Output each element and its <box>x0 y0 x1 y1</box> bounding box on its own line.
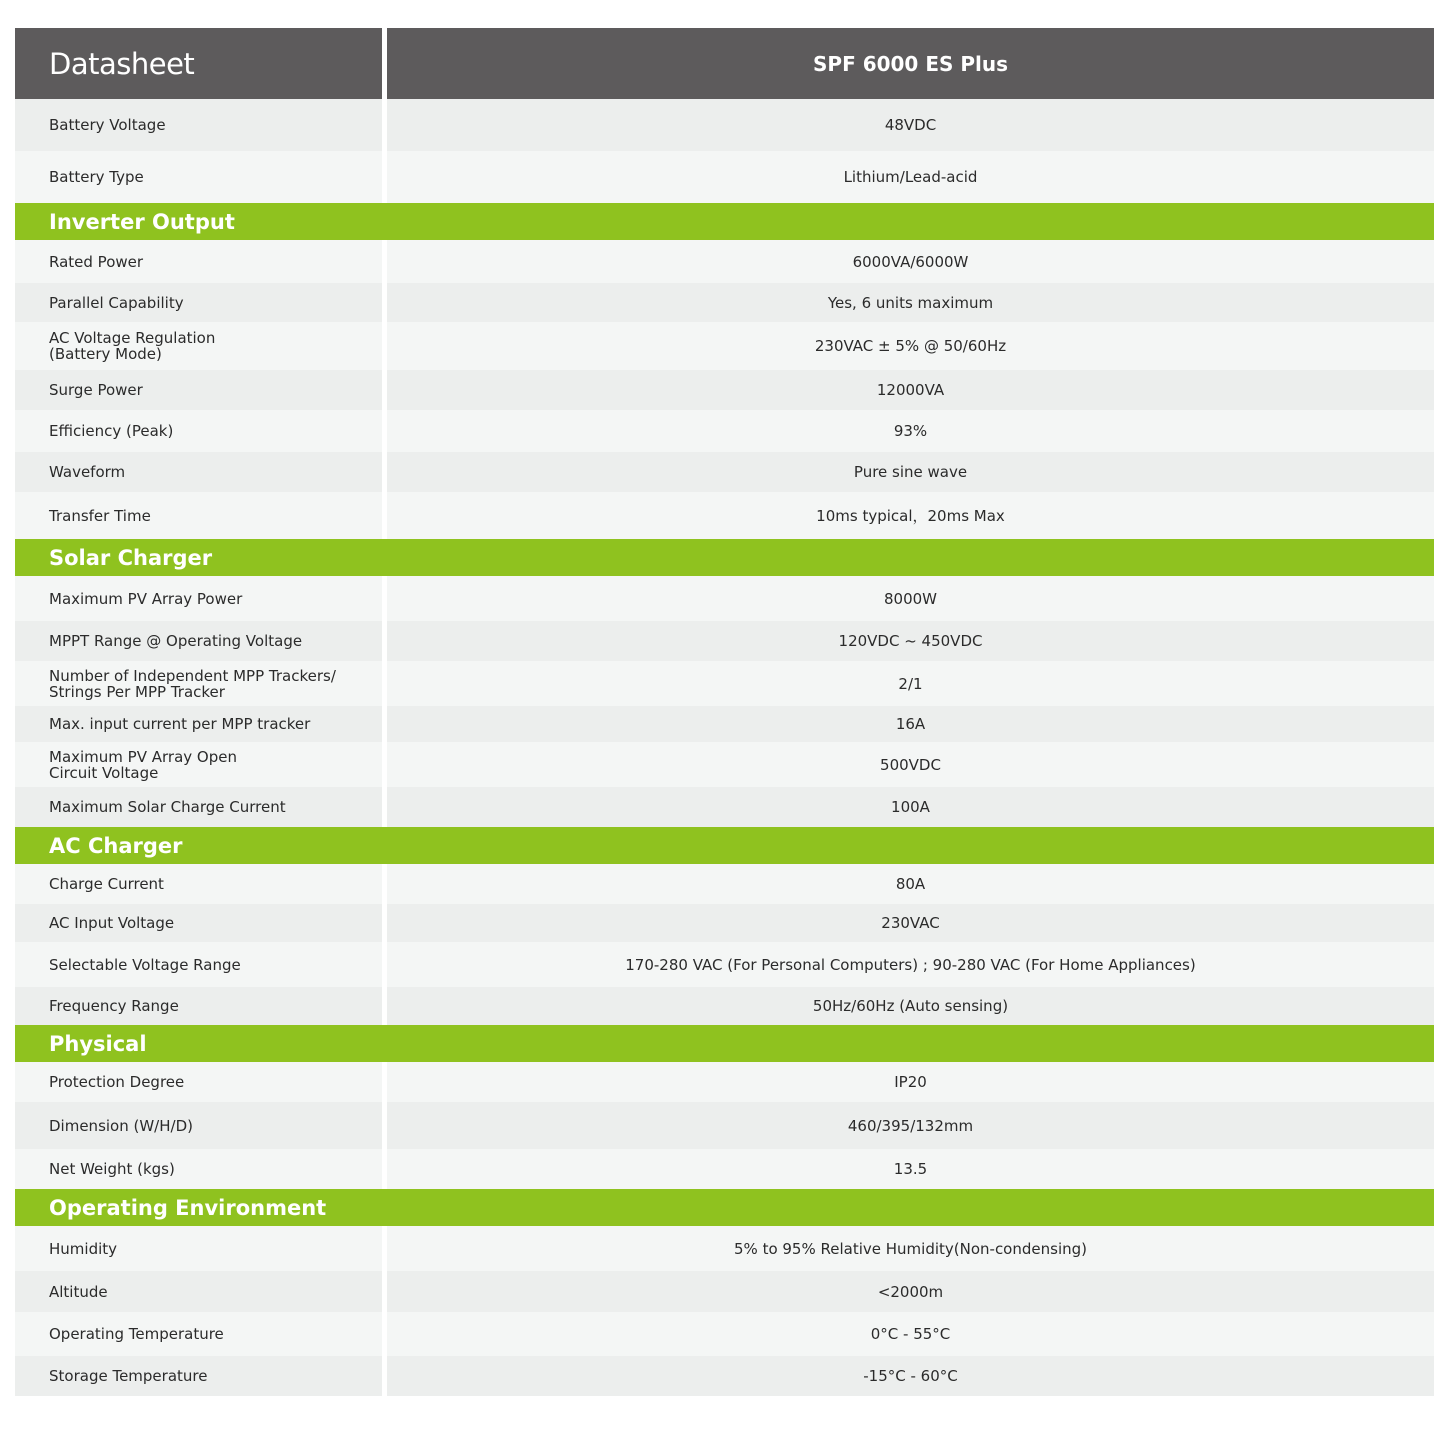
section-header: Operating Environment <box>15 1189 1434 1226</box>
row-value: 8000W <box>387 576 1434 621</box>
row-label: Rated Power <box>15 240 382 283</box>
row-value: 6000VA/6000W <box>387 240 1434 283</box>
table-row <box>15 492 1434 539</box>
table-row <box>15 904 1434 942</box>
row-label: Operating Temperature <box>15 1312 382 1356</box>
row-label: Surge Power <box>15 370 382 410</box>
table-header <box>15 28 1434 99</box>
table-row <box>15 1226 1434 1271</box>
table-row <box>15 1312 1434 1356</box>
table-row <box>15 987 1434 1025</box>
table-row <box>15 1149 1434 1189</box>
row-value: IP20 <box>387 1062 1434 1102</box>
row-value: Yes, 6 units maximum <box>387 283 1434 322</box>
row-value: 12000VA <box>387 370 1434 410</box>
table-row <box>15 1102 1434 1149</box>
row-value: 5% to 95% Relative Humidity(Non-condensing) <box>387 1226 1434 1271</box>
row-label: AC Input Voltage <box>15 904 382 942</box>
table-row <box>15 283 1434 322</box>
model-name: SPF 6000 ES Plus <box>387 28 1434 99</box>
row-value: 460/395/132mm <box>387 1102 1434 1149</box>
row-label: Charge Current <box>15 864 382 904</box>
row-value: 500VDC <box>387 742 1434 787</box>
row-label: Battery Voltage <box>15 99 382 151</box>
table-row <box>15 322 1434 370</box>
row-label: Storage Temperature <box>15 1356 382 1396</box>
table-row <box>15 742 1434 787</box>
row-label: Parallel Capability <box>15 283 382 322</box>
row-label: Protection Degree <box>15 1062 382 1102</box>
row-value: 13.5 <box>387 1149 1434 1189</box>
row-label: Battery Type <box>15 151 382 203</box>
row-label: AC Voltage Regulation (Battery Mode) <box>15 322 382 370</box>
table-row <box>15 410 1434 452</box>
section-header: Inverter Output <box>15 203 1434 240</box>
row-label: Maximum PV Array Power <box>15 576 382 621</box>
row-value: Lithium/Lead-acid <box>387 151 1434 203</box>
table-row <box>15 370 1434 410</box>
table-row <box>15 576 1434 621</box>
row-value: 50Hz/60Hz (Auto sensing) <box>387 987 1434 1025</box>
row-label: Waveform <box>15 452 382 492</box>
row-label: MPPT Range @ Operating Voltage <box>15 621 382 661</box>
row-value: 93% <box>387 410 1434 452</box>
table-row <box>15 621 1434 661</box>
row-label: Humidity <box>15 1226 382 1271</box>
table-row <box>15 240 1434 283</box>
table-row <box>15 452 1434 492</box>
row-label: Selectable Voltage Range <box>15 942 382 987</box>
row-label: Max. input current per MPP tracker <box>15 706 382 742</box>
table-row <box>15 151 1434 203</box>
row-value: -15°C - 60°C <box>387 1356 1434 1396</box>
row-value: 120VDC ~ 450VDC <box>387 621 1434 661</box>
section-header: Solar Charger <box>15 539 1434 576</box>
datasheet-title: Datasheet <box>15 28 382 99</box>
row-label: Maximum Solar Charge Current <box>15 787 382 827</box>
table-row <box>15 787 1434 827</box>
row-label: Dimension (W/H/D) <box>15 1102 382 1149</box>
row-value: 2/1 <box>387 661 1434 706</box>
table-row <box>15 1356 1434 1396</box>
table-row <box>15 661 1434 706</box>
row-value: 80A <box>387 864 1434 904</box>
section-header: Physical <box>15 1025 1434 1062</box>
datasheet-table <box>15 28 1434 1396</box>
row-value: <2000m <box>387 1271 1434 1312</box>
section-header: AC Charger <box>15 827 1434 864</box>
row-value: 0°C - 55°C <box>387 1312 1434 1356</box>
table-row <box>15 942 1434 987</box>
table-row <box>15 864 1434 904</box>
row-label: Maximum PV Array Open Circuit Voltage <box>15 742 382 787</box>
row-value: 100A <box>387 787 1434 827</box>
row-label: Transfer Time <box>15 492 382 539</box>
row-label: Frequency Range <box>15 987 382 1025</box>
table-row <box>15 1271 1434 1312</box>
row-value: 16A <box>387 706 1434 742</box>
row-value: Pure sine wave <box>387 452 1434 492</box>
row-value: 230VAC ± 5% @ 50/60Hz <box>387 322 1434 370</box>
row-label: Number of Independent MPP Trackers/ Strings Per MPP Tracker <box>15 661 382 706</box>
table-body <box>15 99 1434 1396</box>
row-value: 230VAC <box>387 904 1434 942</box>
row-label: Efficiency (Peak) <box>15 410 382 452</box>
row-label: Altitude <box>15 1271 382 1312</box>
row-value: 48VDC <box>387 99 1434 151</box>
table-row <box>15 1062 1434 1102</box>
row-value: 170-280 VAC (For Personal Computers) ; 90-280 VAC (For Home Appliances) <box>387 942 1434 987</box>
row-value: 10ms typical，20ms Max <box>387 492 1434 539</box>
table-row <box>15 99 1434 151</box>
table-row <box>15 706 1434 742</box>
row-label: Net Weight (kgs) <box>15 1149 382 1189</box>
